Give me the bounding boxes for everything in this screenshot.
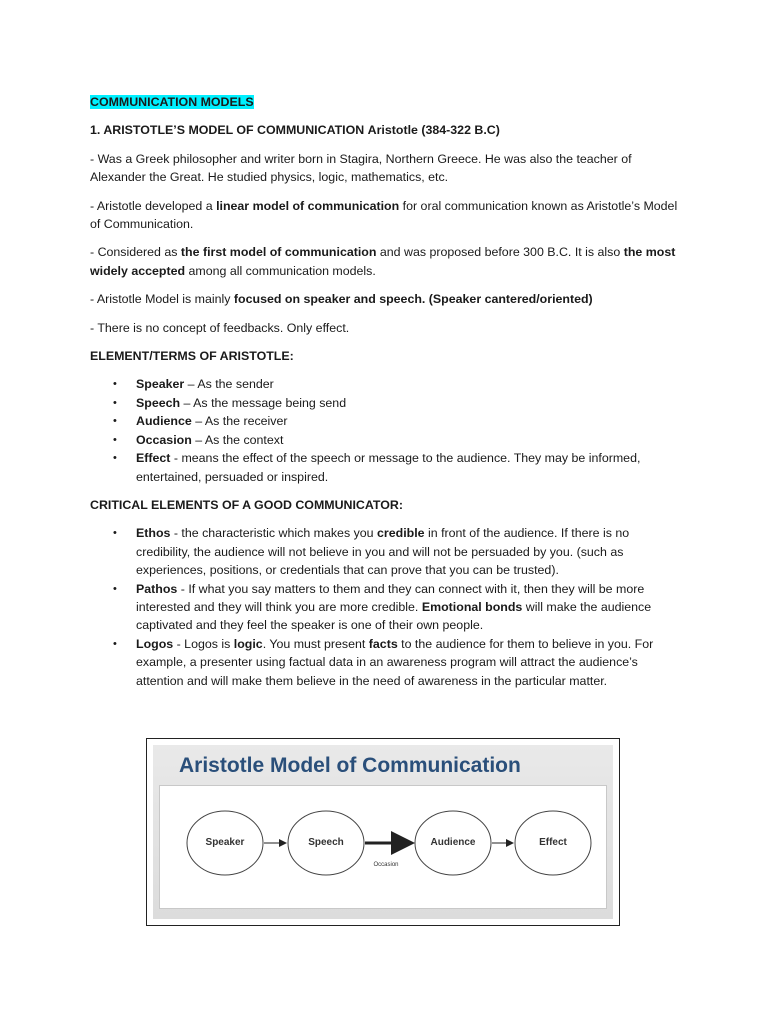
critical-heading [90, 496, 680, 514]
bullet-icon: • [113, 396, 117, 409]
paragraph-3 [90, 243, 680, 280]
term-desc: – As the context [191, 432, 284, 447]
figure-background [153, 745, 613, 919]
paragraph-1: - Was a Greek philosopher and writer born in Stagira, Northern Greece. He was also the teacher of Alexander the Great. He studied physics, logic, mathematics, etc. [90, 151, 632, 185]
list-item [90, 375, 680, 393]
figure-title: Aristotle Model of Communication [179, 754, 521, 777]
bullet-icon: • [113, 433, 117, 446]
bullet-icon: • [113, 527, 117, 540]
list-item-pathos [90, 580, 680, 635]
bullet-icon: • [113, 452, 117, 465]
term: Pathos [136, 581, 178, 596]
term: Effect [136, 451, 171, 466]
term-desc: – As the receiver [191, 414, 288, 429]
text-run: among all communication models. [185, 263, 376, 278]
section-title-suffix: Aristotle (384-322 B.C) [367, 123, 500, 138]
term: Speech [136, 395, 181, 410]
list-item [90, 449, 680, 486]
critical-list [90, 524, 680, 690]
bold-run: Emotional bonds [421, 599, 523, 614]
text-run: in front of the audience. If there is no credibility, the audience will not believe in you and will not be persuaded by you. (such as experiences, positions, or credentials that can prove that you can be trusted). [136, 526, 630, 578]
elements-heading-text: ELEMENT/TERMS OF ARISTOTLE: [90, 349, 294, 364]
node-speaker-label: Speaker [205, 837, 245, 848]
list-item-logos [90, 635, 680, 690]
text-run: will make the audience captivated and they feel the speaker is one of their own people. [136, 599, 652, 633]
section-title [90, 121, 680, 139]
bullet-icon: • [113, 582, 117, 595]
critical-heading-text: CRITICAL ELEMENTS OF A GOOD COMMUNICATOR: [90, 497, 403, 512]
list-item [90, 394, 680, 412]
list-item [90, 431, 680, 449]
bullet-icon: • [113, 637, 117, 650]
term: Occasion [136, 432, 192, 447]
text-run: . You must present [262, 636, 369, 651]
node-speech-label: Speech [308, 837, 344, 848]
term: Speaker [136, 377, 185, 392]
text-run: - Logos is [173, 636, 234, 651]
term-desc: – As the sender [184, 377, 274, 392]
term-desc: - means the effect of the speech or message to the audience. They may be informed, entertained, persuaded or inspired. [136, 451, 641, 484]
document-body [90, 93, 680, 700]
node-effect-label: Effect [539, 837, 567, 848]
bullet-icon: • [113, 415, 117, 428]
bold-run: the first model of communication [180, 245, 377, 260]
bold-run: the most widely accepted [90, 245, 676, 278]
bullet-icon: • [113, 378, 117, 391]
term: Ethos [136, 526, 171, 541]
term: Logos [136, 636, 174, 651]
text-run: - Aristotle developed a [90, 198, 217, 213]
highlighted-heading: COMMUNICATION MODELS [90, 95, 254, 109]
paragraph-5: - There is no concept of feedbacks. Only effect. [90, 320, 350, 335]
bold-run: linear model of communication [216, 198, 400, 213]
bold-run: logic [233, 636, 263, 651]
elements-heading [90, 347, 680, 365]
text-run: - the characteristic which makes you [170, 526, 378, 541]
paragraph-2 [90, 197, 680, 234]
node-audience-label: Audience [430, 837, 476, 848]
occasion-label: Occasion [373, 862, 399, 868]
text-run: and was proposed before 300 B.C. It is also [376, 245, 624, 260]
text-run: for oral communication known as Aristotle’s Model of Communication. [90, 198, 678, 232]
bold-run: facts [368, 636, 398, 651]
paragraph-4 [90, 290, 680, 308]
list-item [90, 412, 680, 430]
bold-run: credible [377, 526, 425, 541]
term: Audience [136, 414, 192, 429]
diagram-box [159, 785, 607, 909]
text-run: - Aristotle Model is mainly [90, 292, 234, 307]
list-item-ethos [90, 524, 680, 579]
text-run: to the audience for them to believe in you. For example, a presenter using factual data in an awareness program will attract the audience’s attention and will make them believe in the need of awareness in the particular matter. [136, 636, 654, 688]
document-heading [90, 93, 680, 111]
term-desc: – As the message being send [180, 395, 347, 410]
section-title-prefix: 1. ARISTOTLE’S MODEL OF COMMUNICATION [90, 123, 365, 138]
bold-run: focused on speaker and speech. (Speaker cantered/oriented) [233, 292, 593, 307]
aristotle-model-figure [146, 738, 620, 926]
elements-list [90, 375, 680, 485]
text-run: - If what you say matters to them and they can connect with it, then they will be more interested and they will think you are more credible. [136, 581, 645, 614]
text-run: - Considered as [90, 245, 181, 260]
